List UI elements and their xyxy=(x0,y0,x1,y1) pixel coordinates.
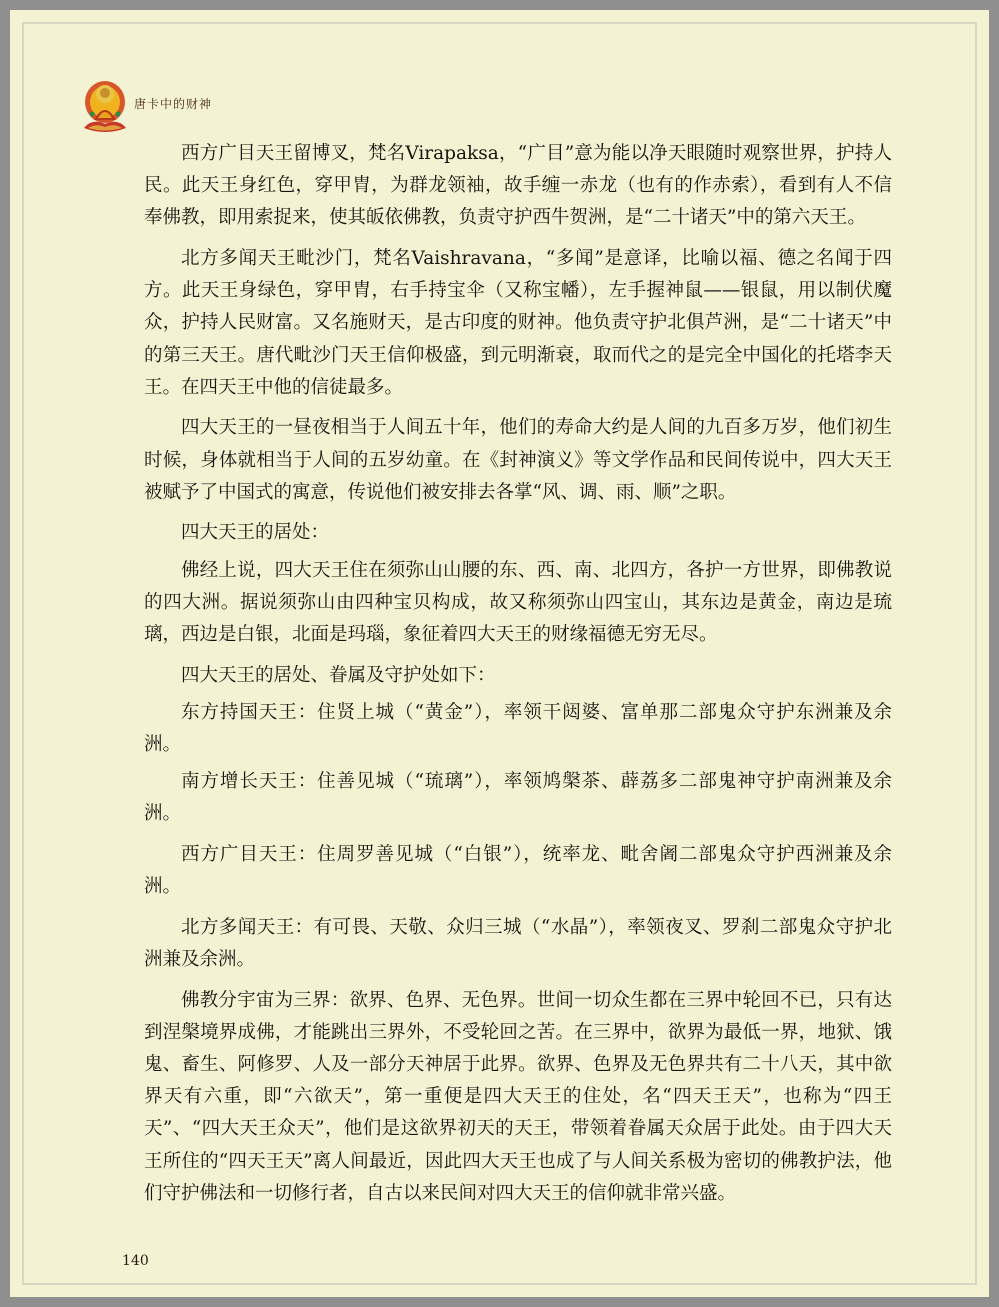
paragraph: 佛教分宇宙为三界：欲界、色界、无色界。世间一切众生都在三界中轮回不已，只有达到涅槃境界成佛，才能跳出三界外，不受轮回之苦。在三界中，欲界为最低一界，地狱、饿鬼、畜生、阿修罗、人及一部分天神居于此界。欲界、色界及无色界共有二十八天，其中欲界天有六重，即“六欲天”，第一重便是四大天王的住处，名“四天王天”，也称为“四王天”、“四大天王众天”，他们是这欲界初天的天王，带领着眷属天众居于此处。由于四大天王所住的“四天王天”离人间最近，因此四大天王也成了与人间关系极为密切的佛教护法，他们守护佛法和一切修行者，自古以来民间对四大天王的信仰就非常兴盛。 xyxy=(144,989,892,1204)
paragraph: 西方广目天王：住周罗善见城（“白银”），统率龙、毗舍阇二部鬼众守护西洲兼及余洲。 xyxy=(144,844,892,898)
thangka-deity-icon xyxy=(80,78,130,136)
running-header-title: 唐卡中的财神 xyxy=(134,97,213,111)
paragraph: 西方广目天王留博叉，梵名Virapaksa，“广目”意为能以净天眼随时观察世界，护持人民。此天王身红色，穿甲胄，为群龙领袖，故手缠一赤龙（也有的作赤索），看到有人不信奉佛教，即用索捉来，使其皈依佛教，负责守护西牛贺洲，是“二十诸天”中的第六天王。 xyxy=(144,143,892,229)
paragraph: 南方增长天王：住善见城（“琉璃”），率领鸠槃茶、薜荔多二部鬼神守护南洲兼及余洲。 xyxy=(144,771,892,825)
paragraph: 四大天王的一昼夜相当于人间五十年，他们的寿命大约是人间的九百多万岁，他们初生时候，身体就相当于人间的五岁幼童。在《封神演义》等文学作品和民间传说中，四大天王被赋予了中国式的寓意，传说他们被安排去各掌“风、调、雨、顺”之职。 xyxy=(144,417,892,503)
paragraph: 佛经上说，四大天王住在须弥山山腰的东、西、南、北四方，各护一方世界，即佛教说的四大洲。据说须弥山由四种宝贝构成，故又称须弥山四宝山，其东边是黄金，南边是琉璃，西边是白银，北面是玛瑙，象征着四大天王的财缘福德无穷无尽。 xyxy=(144,559,892,646)
paragraph: 北方多闻天王毗沙门，梵名Vaishravana，“多闻”是意译，比喻以福、德之名闻于四方。此天王身绿色，穿甲胄，右手持宝伞（又称宝幡），左手握神鼠——银鼠，用以制伏魔众，护持人民财富。又名施财天，是古印度的财神。他负责守护北俱芦洲，是“二十诸天”中的第三天王。唐代毗沙门天王信仰极盛，到元明渐衰，取而代之的是完全中国化的托塔李天王。在四天王中他的信徒最多。 xyxy=(144,248,892,398)
body-text xyxy=(144,138,892,1218)
paragraph: 四大天王的居处、眷属及守护处如下： xyxy=(181,664,496,686)
paragraph: 东方持国天王：住贤上城（“黄金”），率领干闼婆、富单那二部鬼众守护东洲兼及余洲。 xyxy=(144,701,892,756)
running-header xyxy=(80,76,212,136)
paragraph: 北方多闻天王：有可畏、天敬、众归三城（“水晶”），率领夜叉、罗刹二部鬼众守护北洲兼及余洲。 xyxy=(144,916,892,971)
page-number: 140 xyxy=(122,1253,149,1269)
paragraph: 四大天王的居处： xyxy=(181,522,330,544)
